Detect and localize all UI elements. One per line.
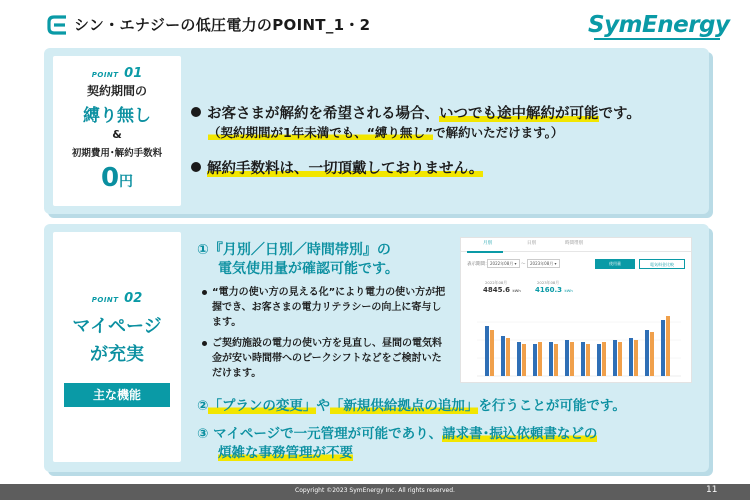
copyright: Copyright ©2023 SymEnergy Inc. All rights reserved.: [295, 487, 455, 494]
screenshot-period-label: 表示期間：: [467, 262, 490, 267]
bullet-dot: [191, 162, 201, 172]
main-features-label: 主な機能: [64, 383, 170, 407]
screenshot-tab-daily: 日別: [527, 241, 536, 246]
screenshot-period-to: 2023年08月 ▾: [527, 259, 560, 268]
slide-title: シン・エナジーの低圧電力のPOINT_1・2: [74, 16, 371, 34]
point2-item1-line1: ①『月別／日別／時間帯別』の: [197, 242, 391, 258]
screenshot-stat1-label: 2022年08月: [485, 280, 508, 285]
screenshot-chart-bars: [485, 316, 670, 376]
screenshot-tab-bar: [461, 238, 691, 252]
screenshot-stat2-value: 4160.3 kWh: [535, 286, 573, 294]
brand-underline: [594, 38, 720, 40]
screenshot-tab-underline: [467, 251, 503, 253]
point1-amp: &: [112, 128, 122, 141]
point1-bullet1: お客さまが解約を希望される場合、いつでも途中解約が可能です。: [191, 102, 641, 123]
screenshot-usage-button: 使用量: [595, 259, 635, 269]
point2-bullet1: “電力の使い方の見える化”により電力の使い方が把握でき、お客さまの電力リテラシーの向上に寄与します。: [212, 285, 450, 330]
screenshot-tab-monthly: 月別: [483, 241, 492, 246]
point1-line2: 縛り無し: [83, 106, 151, 126]
bullet-dot: [202, 290, 207, 295]
screenshot-period-sep: 〜: [521, 262, 526, 267]
point2-item3-line2: 煩雑な事務管理が不要: [218, 445, 353, 461]
point2-item3-line1: ③ マイページで一元管理が可能であり、請求書･振込依頼書などの: [197, 426, 598, 442]
point1-bullet1-sub: （契約期間が1年未満でも、“縛り無し”で解約いただけます。）: [208, 125, 564, 140]
screenshot-tab-hourly: 時間帯別: [565, 241, 583, 246]
point1-tag: POINT 01: [91, 66, 143, 81]
point1-zero-yen: 0円: [100, 163, 134, 193]
point2-item1-line2: 電気使用量が確認可能です。: [218, 261, 399, 277]
screenshot-period-from: 2022年08月 ▾: [487, 259, 520, 268]
point2-tag: POINT 02: [91, 291, 143, 306]
point2-line1: マイページ: [72, 316, 162, 337]
page-number: 11: [706, 485, 718, 495]
point1-bullet2: 解約手数料は、一切頂戴しておりません。: [191, 157, 483, 178]
bullet-dot: [191, 107, 201, 117]
symenergy-logo-icon: [46, 14, 68, 36]
point2-line2: が充実: [90, 344, 144, 365]
brand-logo: SymEnergy: [588, 12, 730, 38]
point2-bullet2: ご契約施設の電力の使い方を見直し、昼間の電気料金が安い時間帯へのピークシフトなどをご検討いただけます。: [212, 336, 450, 381]
point1-line1: 契約期間の: [86, 84, 147, 98]
bullet-dot: [202, 341, 207, 346]
point2-item2: ②「プランの変更」や「新規供給拠点の追加」を行うことが可能です。: [197, 398, 626, 414]
screenshot-stat1-value: 4845.6 kWh: [483, 286, 521, 294]
point1-line3: 初期費用･解約手数料: [71, 148, 163, 159]
mypage-screenshot: [460, 237, 692, 383]
screenshot-usage-chart: [469, 304, 685, 380]
screenshot-stat2-label: 2023年08月: [537, 280, 560, 285]
screenshot-compare-button: 電気料金比較: [639, 259, 685, 269]
